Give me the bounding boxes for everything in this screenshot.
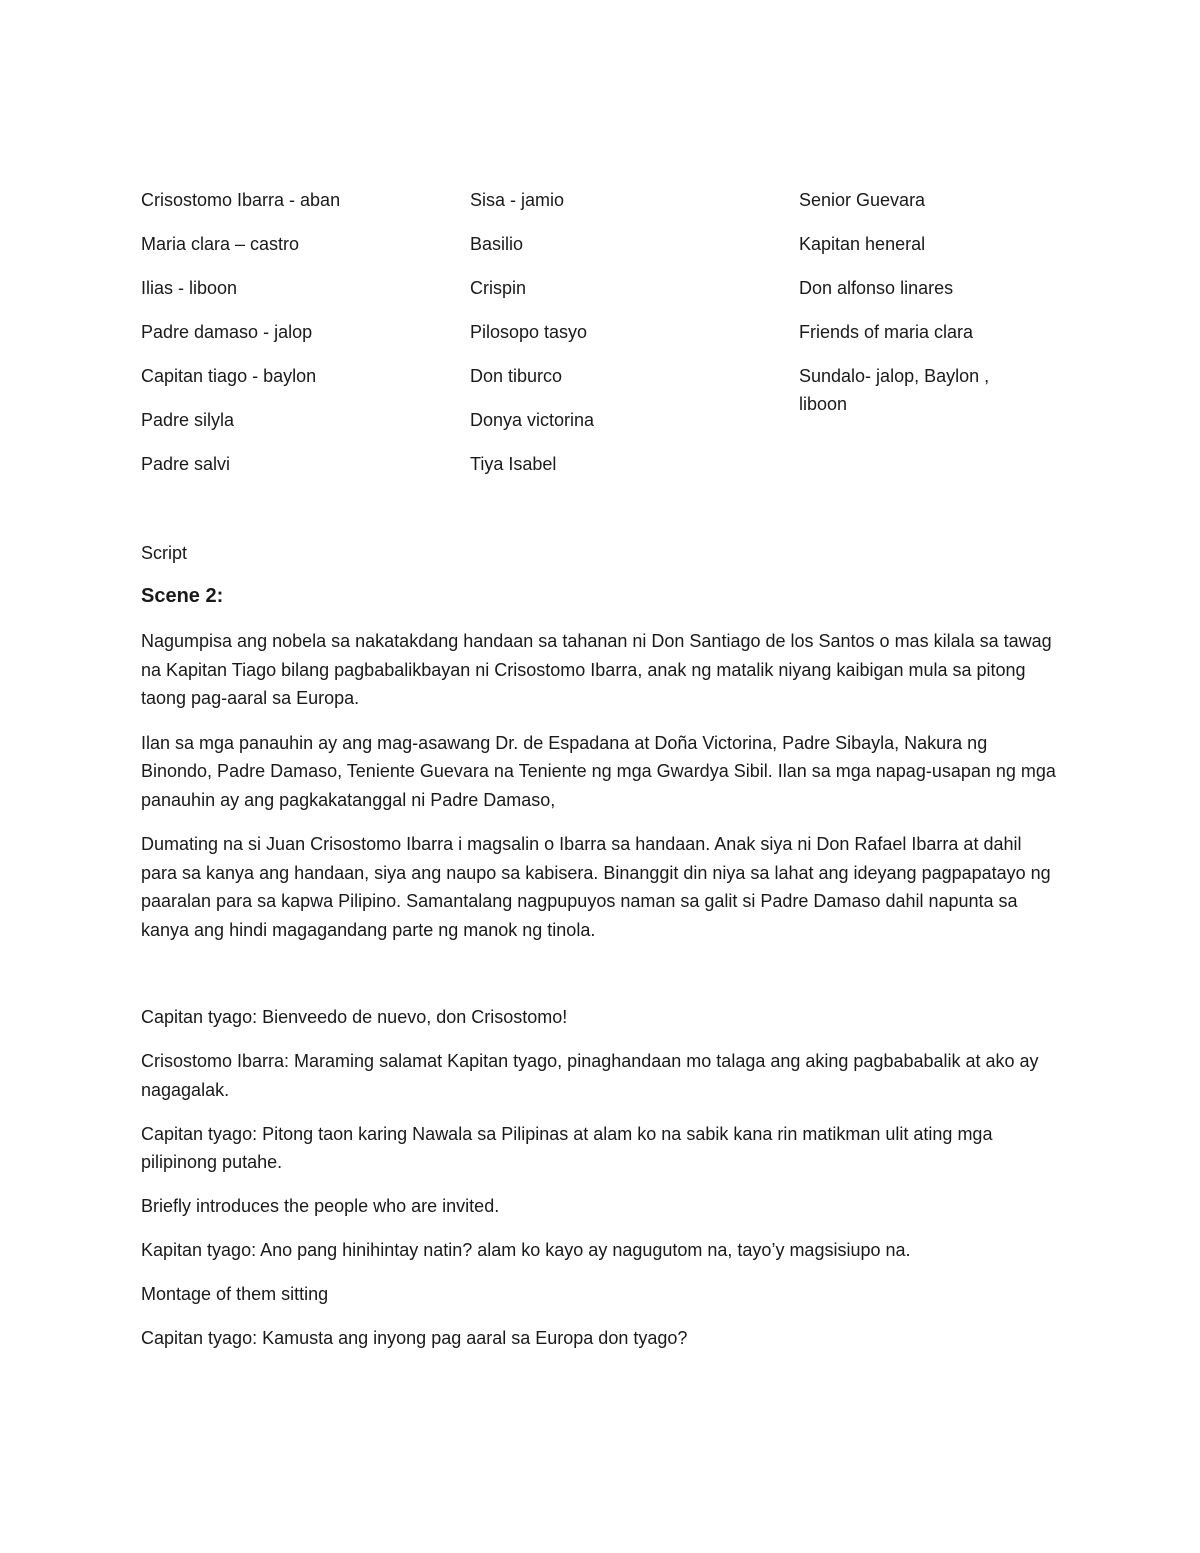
dialogue-line: Briefly introduces the people who are invited.: [141, 1196, 500, 1216]
cast-item: Padre silyla: [141, 410, 235, 430]
cast-item: Sundalo- jalop, Baylon , liboon: [799, 366, 990, 414]
dialogue-line: Montage of them sitting: [141, 1284, 329, 1304]
cast-item: Tiya Isabel: [470, 454, 557, 474]
cast-item: Padre salvi: [141, 454, 231, 474]
dialogue-line: Capitan tyago: Bienveedo de nuevo, don Crisostomo!: [141, 1007, 568, 1027]
dialogue-line: Capitan tyago: Kamusta ang inyong pag aaral sa Europa don tyago?: [141, 1328, 688, 1348]
cast-item: Donya victorina: [470, 410, 595, 430]
cast-item: Don alfonso linares: [799, 278, 954, 298]
cast-item: Crisostomo Ibarra - aban: [141, 190, 341, 210]
cast-item: Pilosopo tasyo: [470, 322, 588, 342]
cast-item: Ilias - liboon: [141, 278, 238, 298]
scene-heading: Scene 2:: [141, 585, 224, 607]
cast-item: Maria clara – castro: [141, 234, 300, 254]
cast-column-2: [470, 186, 780, 494]
dialogue-line: Crisostomo Ibarra: Maraming salamat Kapitan tyago, pinaghandaan mo talaga ang aking pagbababalik at ako ay nagagalak.: [141, 1051, 1039, 1100]
cast-item: Friends of maria clara: [799, 322, 974, 342]
cast-item: Senior Guevara: [799, 190, 926, 210]
narration-paragraph: Nagumpisa ang nobela sa nakatakdang handaan sa tahanan ni Don Santiago de los Santos o mas kilala sa tawag na Kapitan Tiago bilang pagbabalikbayan ni Crisostomo Ibarra, anak ng matalik niyang kaibigan mula sa pitong taong pag-aaral sa Europa.: [141, 631, 1052, 708]
dialogue: [141, 1003, 1061, 1368]
narration-paragraph: Dumating na si Juan Crisostomo Ibarra i magsalin o Ibarra sa handaan. Anak siya ni Don Rafael Ibarra at dahil para sa kanya ang handaan, siya ang naupo sa kabisera. Binanggit din niya sa lahat ang ideyang pagpapatayo ng paaralan para sa kapwa Pilipino. Samantalang nagpupuyos naman sa galit si Padre Damaso dahil napunta sa kanya ang hindi magagandang parte ng manok ng tinola.: [141, 834, 1051, 940]
narration-paragraph: Ilan sa mga panauhin ay ang mag-asawang Dr. de Espadana at Doña Victorina, Padre Sibayla, Nakura ng Binondo, Padre Damaso, Teniente Guevara na Teniente ng mga Gwardya Sibil. Ilan sa mga napag-usapan ng mga panauhin ay ang pagkakatanggal ni Padre Damaso,: [141, 732, 1056, 810]
cast-item: Kapitan heneral: [799, 234, 926, 254]
dialogue-line: Kapitan tyago: Ano pang hinihintay natin? alam ko kayo ay nagugutom na, tayo’y magsisiupo na.: [141, 1240, 911, 1260]
cast-item: Capitan tiago - baylon: [141, 366, 317, 386]
cast-item: Basilio: [470, 234, 524, 254]
cast-item: Don tiburco: [470, 366, 563, 386]
dialogue-line: Capitan tyago: Pitong taon karing Nawala sa Pilipinas at alam ko na sabik kana rin matikman ulit ating mga pilipinong putahe.: [141, 1123, 993, 1172]
cast-item: Padre damaso - jalop: [141, 322, 313, 342]
script-label: Script: [141, 543, 188, 563]
cast-column-1: [141, 186, 451, 494]
narration: [141, 627, 1061, 960]
cast-item: Sisa - jamio: [470, 190, 565, 210]
cast-item: Crispin: [470, 278, 527, 298]
cast-list: [141, 186, 1061, 486]
cast-column-3: [799, 186, 1029, 434]
